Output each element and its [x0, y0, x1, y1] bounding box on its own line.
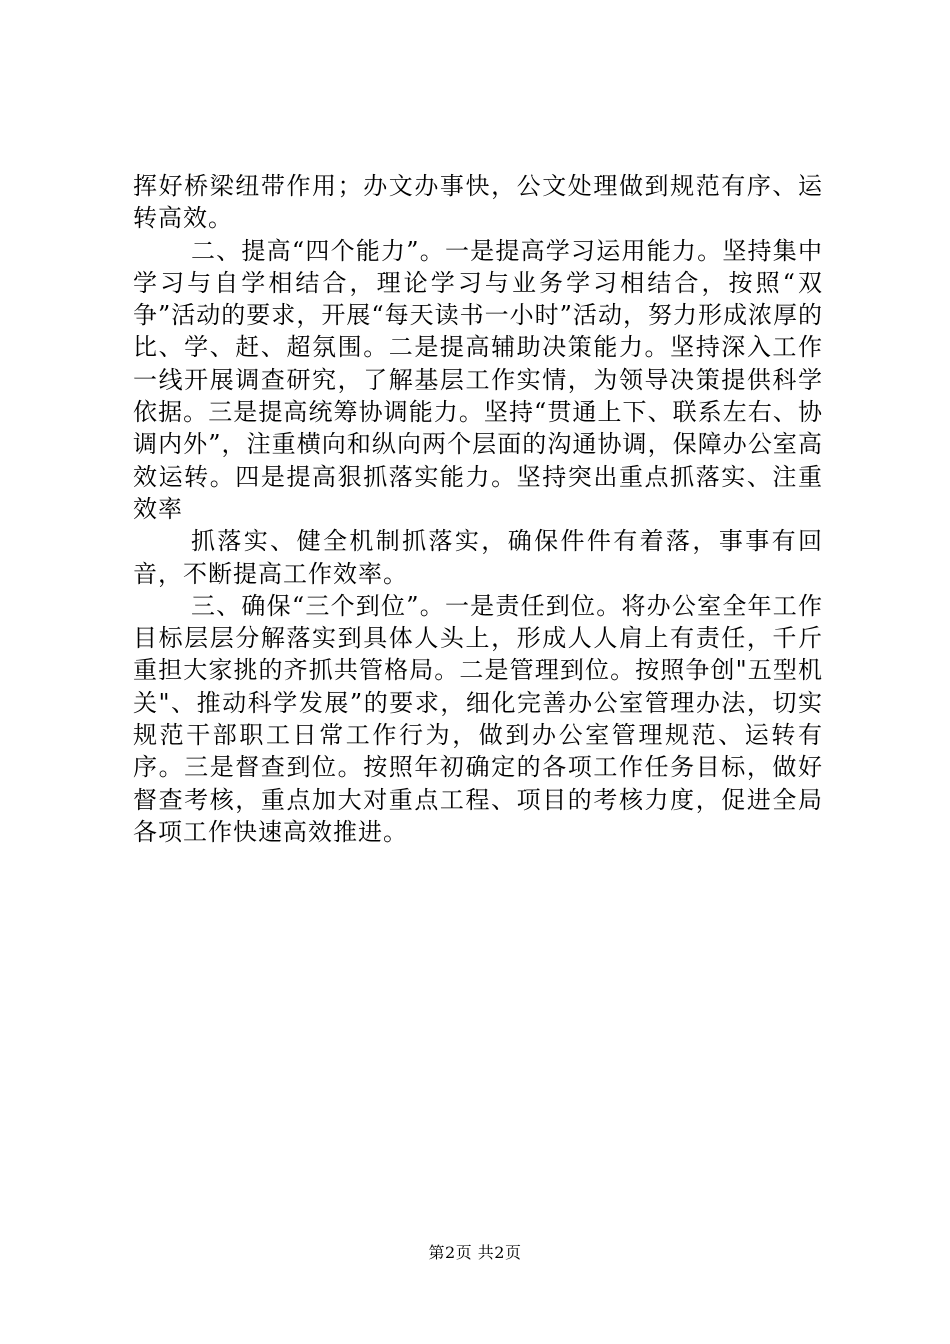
- paragraph-implementation: 抓落实、健全机制抓落实，确保件件有着落，事事有回音，不断提高工作效率。: [133, 527, 823, 588]
- page-number-footer: 第2页 共2页: [428, 1243, 522, 1262]
- paragraph-three-in-place: 三、确保“三个到位”。一是责任到位。将办公室全年工作目标层层分解落实到具体人头上，形成人人肩上有责任，千斤重担大家挑的齐抓共管格局。二是管理到位。按照争创"五型机关"、推动科学发展”的要求，细化完善办公室管理办法，切实规范干部职工日常工作行为，做到办公室管理规范、运转有序。三是督查到位。按照年初确定的各项工作任务目标，做好督查考核，重点加大对重点工程、项目的考核力度，促进全局各项工作快速高效推进。: [133, 591, 823, 846]
- document-body: [133, 170, 823, 848]
- paragraph-continuation: 挥好桥梁纽带作用；办文办事快，公文处理做到规范有序、运转高效。: [133, 172, 823, 233]
- paragraph-four-abilities: 二、提高“四个能力”。一是提高学习运用能力。坚持集中学习与自学相结合，理论学习与业务学习相结合，按照“双争”活动的要求，开展“每天读书一小时”活动，努力形成浓厚的比、学、赶、超氛围。二是提高辅助决策能力。坚持深入工作一线开展调查研究，了解基层工作实情，为领导决策提供科学依据。三是提高统筹协调能力。坚持“贯通上下、联系左右、协调内外”，注重横向和纵向两个层面的沟通协调，保障办公室高效运转。四是提高狠抓落实能力。坚持突出重点抓落实、注重效率: [133, 236, 823, 523]
